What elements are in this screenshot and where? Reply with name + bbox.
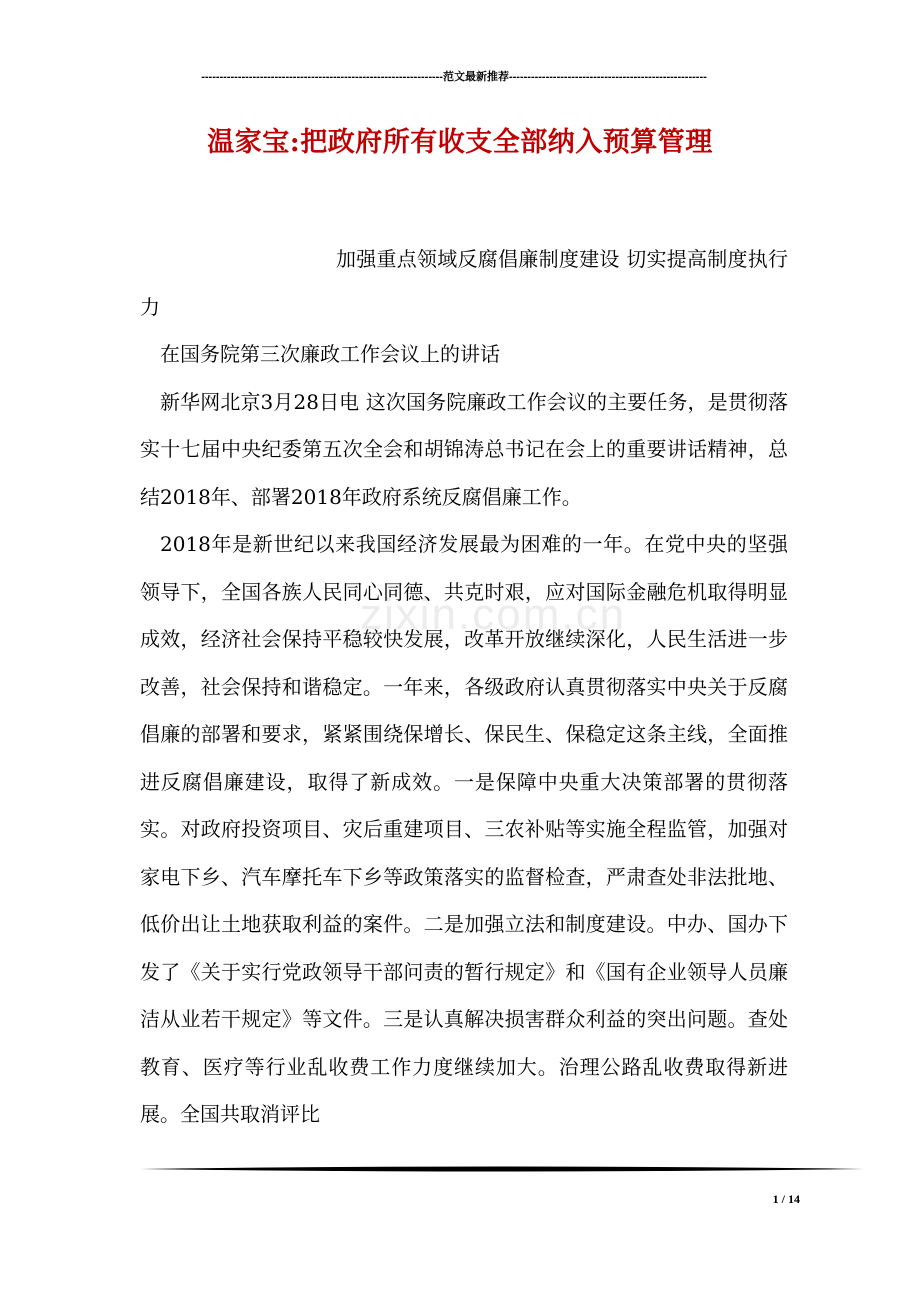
watermark: zixin.com.cn [360, 590, 627, 639]
page-number: 1 / 14 [772, 1192, 800, 1206]
header-banner: ------------------------------------------------------------------范文最新推荐------------------------------------------------------ [201, 71, 707, 83]
document-occasion: 在国务院第三次廉政工作会议上的讲话 [160, 342, 500, 366]
document-title: 温家宝:把政府所有收支全部纳入预算管理 [207, 127, 713, 158]
document-subtitle: 加强重点领域反腐倡廉制度建设 切实提高制度执行力 [140, 247, 788, 319]
paragraph: 2018年是新世纪以来我国经济发展最为困难的一年。在党中央的坚强领导下，全国各族人民同心同德、共克时艰，应对国际金融危机取得明显成效，经济社会保持平稳较快发展，改革开放继续深化，人民生活进一步改善，社会保持和谐稳定。一年来，各级政府认真贯彻落实中央关于反腐倡廉的部署和要求，紧紧围绕保增长、保民生、保稳定这条主线，全面推进反腐倡廉建设，取得了新成效。一是保障中央重大决策部署的贯彻落实。对政府投资项目、灾后重建项目、三农补贴等实施全程监管，加强对家电下乡、汽车摩托车下乡等政策落实的监督检查，严肃查处非法批地、低价出让土地获取利益的案件。二是加强立法和制度建设。中办、国办下发了《关于实行党政领导干部问责的暂行规定》和《国有企业领导人员廉洁从业若干规定》等文件。三是认真解决损害群众利益的突出问题。查处教育、医疗等行业乱收费工作力度继续加大。治理公路乱收费取得新进展。全国共取消评比 [140, 532, 788, 1126]
footer-divider [140, 1164, 864, 1174]
document-body [140, 236, 788, 1139]
paragraph: 新华网北京3月28日电 这次国务院廉政工作会议的主要任务，是贯彻落实十七届中央纪委第五次全会和胡锦涛总书记在会上的重要讲话精神，总结2018年、部署2018年政府系统反腐倡廉工作。 [140, 389, 788, 509]
